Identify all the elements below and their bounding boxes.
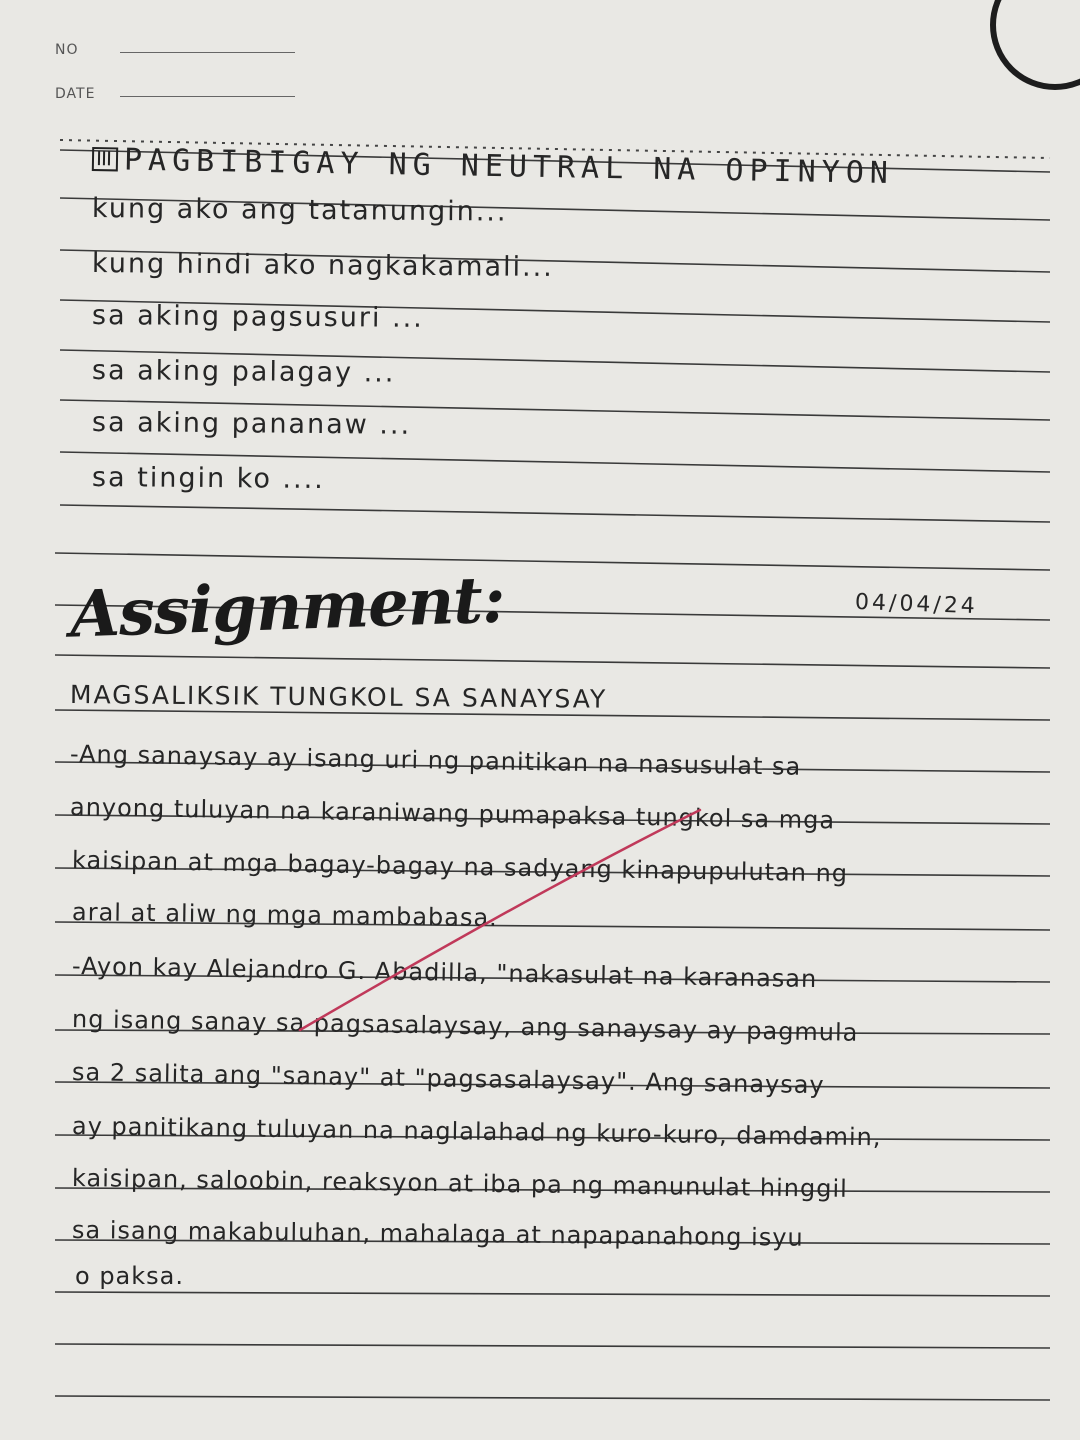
body-line-6: ng isang sanay sa pagsasalaysay, ang sanaysay ay pagmula bbox=[71, 1005, 859, 1047]
date-field-line bbox=[120, 96, 295, 97]
no-label: NO bbox=[55, 42, 79, 58]
body-line-2: anyong tuluyan na karaniwang pumapaksa tungkol sa mga bbox=[69, 793, 836, 835]
notes-line-5: sa aking pananaw ... bbox=[91, 407, 412, 441]
notes-line-4: sa aking palagay ... bbox=[91, 355, 396, 389]
bar-chart-icon bbox=[92, 147, 118, 171]
notes-heading-text: PAGBIBIGAY NG NEUTRAL NA OPINYON bbox=[123, 142, 895, 191]
notes-line-2: kung hindi ako nagkakamali... bbox=[91, 248, 554, 284]
body-line-7: sa 2 salita ang "sanay" at "pagsasalaysay". Ang sanaysay bbox=[71, 1058, 825, 1100]
assignment-subtitle: MAGSALIKSIK TUNGKOL SA SANAYSAY bbox=[69, 680, 608, 714]
assignment-date: 04/04/24 bbox=[854, 589, 979, 620]
body-line-8: ay panitikang tuluyan na naglalahad ng kuro-kuro, damdamin, bbox=[71, 1112, 882, 1152]
body-line-4: aral at aliw ng mga mambabasa. bbox=[71, 898, 498, 932]
body-line-10: sa isang makabuluhan, mahalaga at napapanahong isyu bbox=[71, 1216, 804, 1252]
body-line-3: kaisipan at mga bagay-bagay na sadyang kinapupulutan ng bbox=[71, 846, 849, 888]
no-field-line bbox=[120, 52, 295, 53]
assignment-title: Assignment: bbox=[68, 562, 506, 653]
notes-line-1: kung ako ang tatanungin... bbox=[91, 193, 508, 228]
body-line-9: kaisipan, saloobin, reaksyon at iba pa ng manunulat hinggil bbox=[71, 1164, 848, 1203]
body-line-11: o paksa. bbox=[75, 1262, 184, 1290]
body-line-5: -Ayon kay Alejandro G. Abadilla, "nakasulat na karanasan bbox=[71, 952, 818, 994]
notes-line-6: sa tingin ko .... bbox=[91, 462, 325, 496]
notes-line-3: sa aking pagsusuri ... bbox=[91, 300, 424, 334]
body-line-1: -Ang sanaysay ay isang uri ng panitikan na nasusulat sa bbox=[69, 740, 802, 781]
date-label: DATE bbox=[55, 86, 96, 102]
